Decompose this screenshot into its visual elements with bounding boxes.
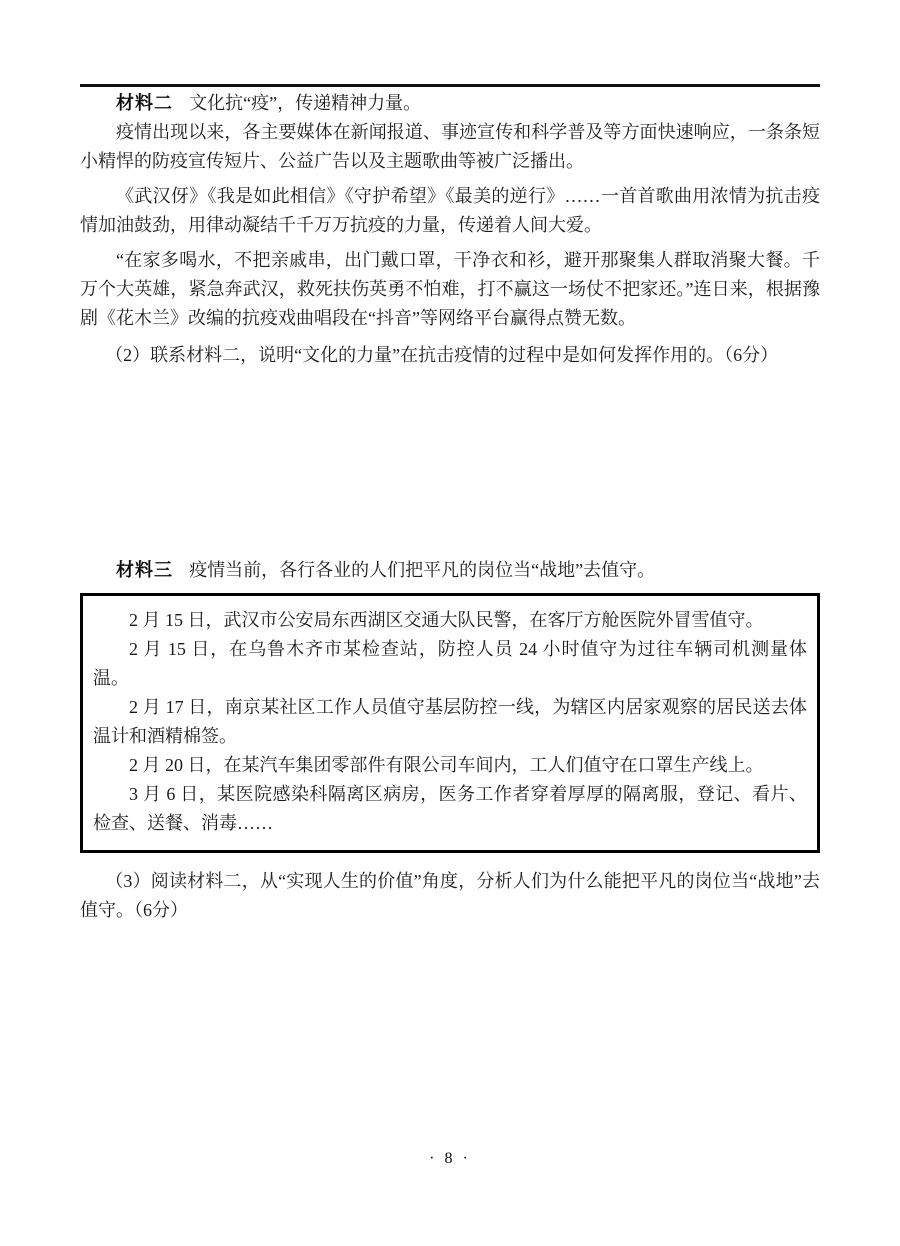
material-3-heading: [80, 556, 820, 585]
material-3-box: [80, 593, 820, 853]
box-item-1: 2 月 15 日，武汉市公安局东西湖区交通大队民警，在客厅方舱医院外冒雪值守。: [129, 610, 764, 630]
box-item-3: 2 月 17 日，南京某社区工作人员值守基层防控一线，为辖区内居家观察的居民送去体温计和酒精棉签。: [93, 697, 807, 746]
material-3-intro: 疫情当前，各行各业的人们把平凡的岗位当“战地”去值守。: [189, 560, 656, 580]
box-item-4: 2 月 20 日，在某汽车集团零部件有限公司车间内，工人们值守在口罩生产线上。: [129, 755, 764, 775]
question-3: （3）阅读材料二，从“实现人生的价值”角度，分析人们为什么能把平凡的岗位当“战地”去值守。（6分）: [80, 871, 820, 920]
material-2-label: 材料二: [116, 93, 173, 113]
box-item-2: 2 月 15 日，在乌鲁木齐市某检查站，防控人员 24 小时值守为过往车辆司机测量体温。: [93, 639, 807, 688]
page-number: · 8 ·: [429, 1150, 471, 1167]
material-2-paragraph-3: “在家多喝水，不把亲戚串，出门戴口罩，干净衣和衫，避开那聚集人群取消聚大餐。千万个大英雄，紧急奔武汉，救死扶伤英勇不怕难，打不赢这一场仗不把家还。”连日来，根据豫剧《花木兰》改编的抗疫戏曲唱段在“抖音”等网络平台赢得点赞无数。: [80, 250, 820, 328]
material-2-section: [80, 89, 820, 333]
material-3-label: 材料三: [116, 560, 173, 580]
top-horizontal-rule: [80, 84, 820, 87]
material-3-section: [80, 556, 820, 853]
material-2-heading: [80, 89, 820, 118]
material-2-paragraph-1: 疫情出现以来，各主要媒体在新闻报道、事迹宣传和科学普及等方面快速响应，一条条短小精悍的防疫宣传短片、公益广告以及主题歌曲等被广泛播出。: [80, 122, 820, 171]
box-item-5: 3 月 6 日，某医院感染科隔离区病房，医务工作者穿着厚厚的隔离服，登记、看片、检查、送餐、消毒……: [93, 784, 807, 833]
page-content: [80, 84, 820, 925]
material-2-paragraph-2: 《武汉伢》《我是如此相信》《守护希望》《最美的逆行》……一首首歌曲用浓情为抗击疫情加油鼓劲，用律动凝结千千万万抗疫的力量，传递着人间大爱。: [80, 186, 820, 235]
page-footer: [0, 1150, 900, 1168]
material-2-intro: 文化抗“疫”，传递精神力量。: [189, 93, 422, 113]
question-2: （2）联系材料二，说明“文化的力量”在抗击疫情的过程中是如何发挥作用的。（6分）: [105, 345, 779, 365]
